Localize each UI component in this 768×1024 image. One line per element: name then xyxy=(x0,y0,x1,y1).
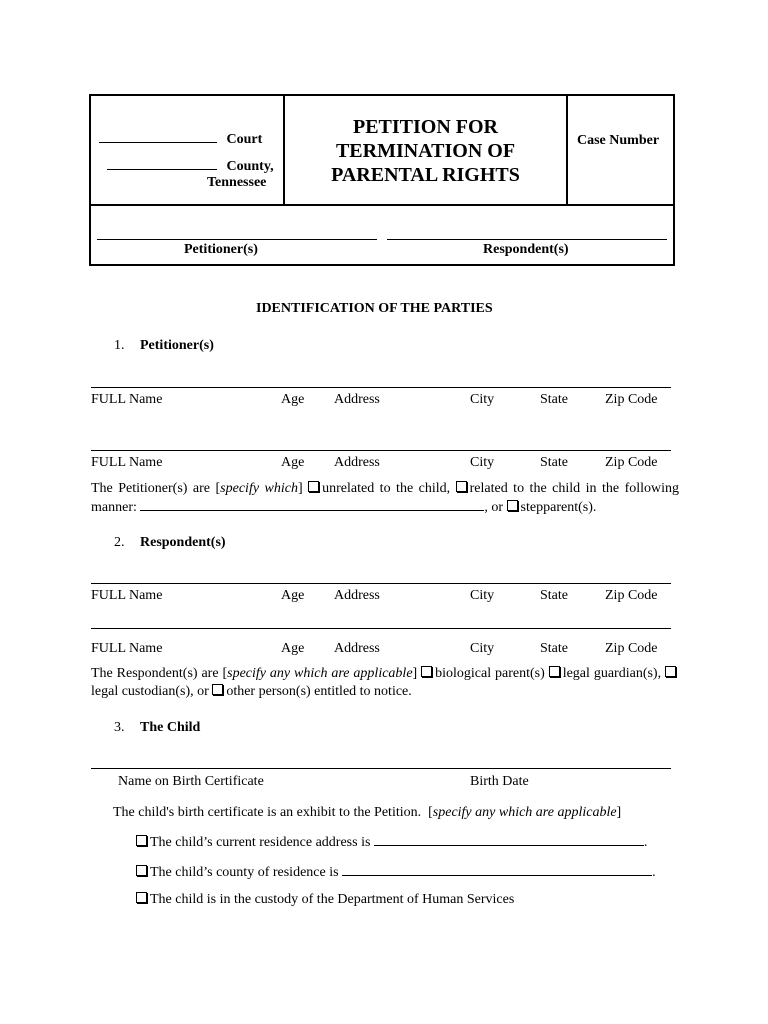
col-state: State xyxy=(540,641,568,656)
section-number: 1. xyxy=(114,338,125,353)
dhs-custody-checkbox[interactable] xyxy=(136,892,147,903)
title-line: PETITION FOR xyxy=(352,116,499,138)
legal-custodian-checkbox[interactable] xyxy=(665,666,676,677)
case-number-label: Case Number xyxy=(577,133,660,148)
manner-field[interactable] xyxy=(140,498,484,511)
section-number: 3. xyxy=(114,720,125,735)
col-age: Age xyxy=(281,392,305,407)
col-address: Address xyxy=(334,641,380,656)
residence-address-option: The child’s current residence address is . xyxy=(136,833,647,851)
col-age: Age xyxy=(281,455,305,470)
col-zip: Zip Code xyxy=(605,641,658,656)
residence-address-field[interactable] xyxy=(374,833,644,846)
col-full-name: FULL Name xyxy=(91,455,163,470)
col-full-name: FULL Name xyxy=(91,588,163,603)
child-entry-line[interactable] xyxy=(91,768,671,769)
col-state: State xyxy=(540,455,568,470)
section-number: 2. xyxy=(114,535,125,550)
county-line[interactable] xyxy=(107,157,274,175)
petitioner-entry-line[interactable] xyxy=(91,387,671,388)
county-label: County, xyxy=(226,159,274,174)
section-title: IDENTIFICATION OF THE PARTIES xyxy=(256,301,493,316)
respondent-entry-line[interactable] xyxy=(91,583,671,584)
col-age: Age xyxy=(281,641,305,656)
title-line: PARENTAL RIGHTS xyxy=(331,164,520,186)
col-full-name: FULL Name xyxy=(91,641,163,656)
col-zip: Zip Code xyxy=(605,588,658,603)
respondents-heading: Respondent(s) xyxy=(140,535,226,550)
child-dob-label: Birth Date xyxy=(470,774,529,789)
residence-address-checkbox[interactable] xyxy=(136,835,147,846)
col-state: State xyxy=(540,588,568,603)
caption-box xyxy=(89,94,675,266)
caption-top-row xyxy=(91,96,673,206)
biological-parent-checkbox[interactable] xyxy=(421,666,432,677)
other-person-checkbox[interactable] xyxy=(212,684,223,695)
col-zip: Zip Code xyxy=(605,455,658,470)
related-checkbox[interactable] xyxy=(456,481,467,492)
col-city: City xyxy=(470,588,495,603)
col-address: Address xyxy=(334,455,380,470)
col-city: City xyxy=(470,392,495,407)
respondent-entry-line[interactable] xyxy=(91,628,671,629)
col-city: City xyxy=(470,641,495,656)
col-zip: Zip Code xyxy=(605,392,658,407)
unrelated-checkbox[interactable] xyxy=(308,481,319,492)
page-title xyxy=(285,115,566,187)
col-age: Age xyxy=(281,588,305,603)
title-line: TERMINATION OF xyxy=(335,140,516,162)
col-address: Address xyxy=(334,392,380,407)
county-residence-field[interactable] xyxy=(342,863,652,876)
petitioners-caption-label: Petitioner(s) xyxy=(184,242,258,257)
petitioners-heading: Petitioner(s) xyxy=(140,338,214,353)
child-name-label: Name on Birth Certificate xyxy=(118,774,264,789)
divider xyxy=(566,96,568,204)
birth-certificate-text: The child's birth certificate is an exhibit to the Petition. [specify any which are applicable] xyxy=(113,805,622,820)
col-address: Address xyxy=(334,588,380,603)
county-residence-option: The child’s county of residence is . xyxy=(136,863,656,881)
petitioner-line[interactable] xyxy=(97,239,377,240)
stepparent-checkbox[interactable] xyxy=(507,500,518,511)
county-residence-checkbox[interactable] xyxy=(136,865,147,876)
col-city: City xyxy=(470,455,495,470)
dhs-custody-option: The child is in the custody of the Department of Human Services xyxy=(136,892,514,908)
court-line[interactable] xyxy=(99,130,262,148)
legal-guardian-checkbox[interactable] xyxy=(549,666,560,677)
state-label: Tennessee xyxy=(207,175,267,190)
respondent-relation-text: The Respondent(s) are [specify any which are applicable] biological parent(s) legal guardian(s), legal custodian(s), or other person(s) entitled to notice. xyxy=(91,665,679,701)
col-full-name: FULL Name xyxy=(91,392,163,407)
petitioner-entry-line[interactable] xyxy=(91,450,671,451)
respondents-caption-label: Respondent(s) xyxy=(483,242,569,257)
col-state: State xyxy=(540,392,568,407)
petitioner-relation-text: The Petitioner(s) are [specify which] unrelated to the child, related to the child in the following manner: , or stepparent(s). xyxy=(91,481,680,515)
child-heading: The Child xyxy=(140,720,201,735)
court-label: Court xyxy=(226,132,263,147)
respondent-line[interactable] xyxy=(387,239,667,240)
